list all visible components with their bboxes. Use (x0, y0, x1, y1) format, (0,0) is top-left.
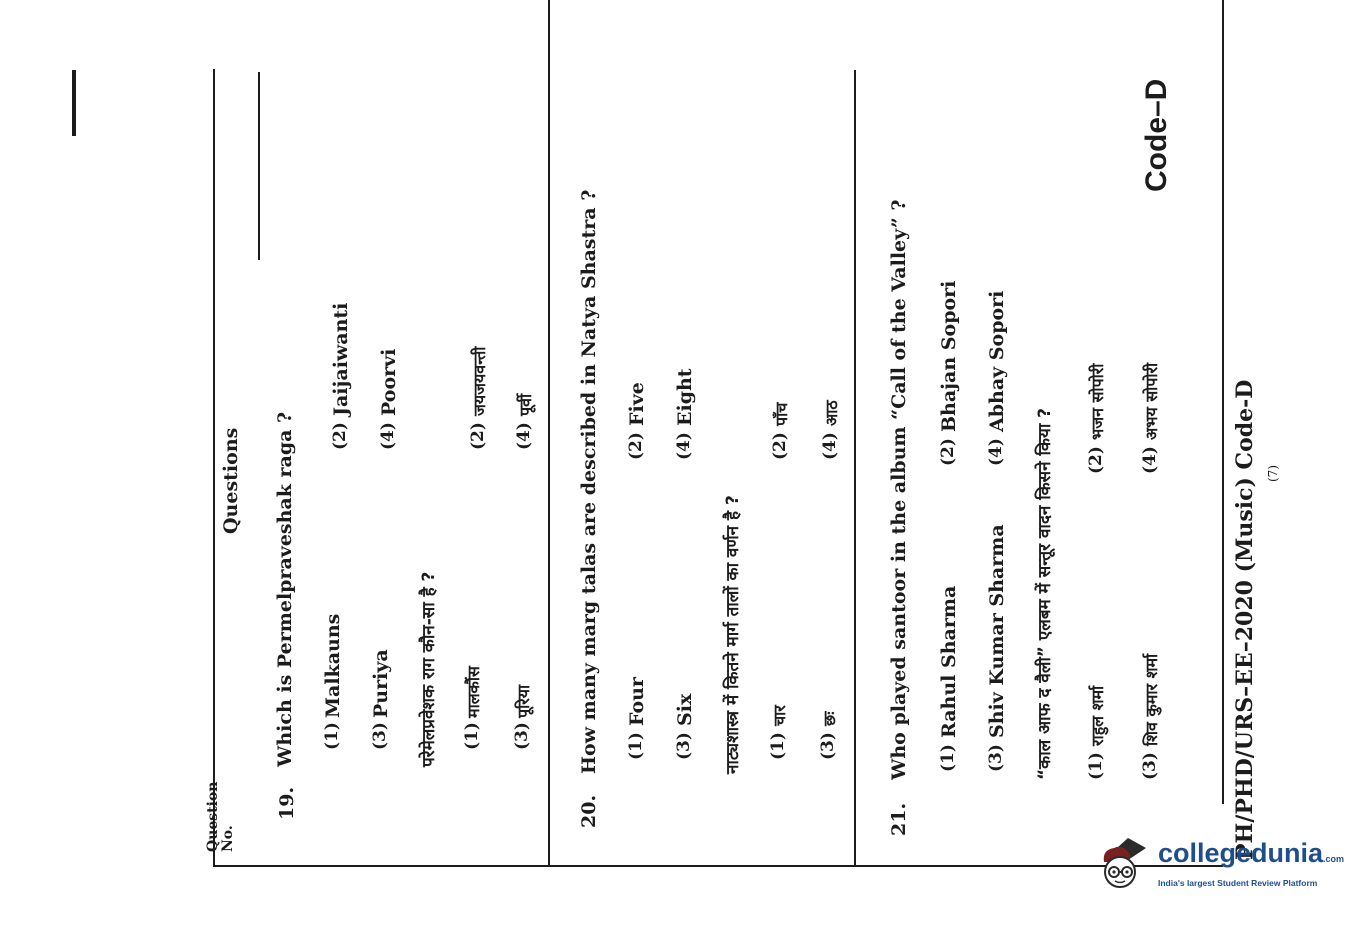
question-number-20: 20. (578, 794, 600, 828)
q19-hindi-opt1-text: मालकौंस (464, 666, 483, 718)
q19-hindi-opt3-text: पूरिया (514, 684, 533, 718)
q21-opt2-text: Bhajan Sopori (938, 280, 960, 432)
q21-hindi-opt4-text: अभय सोपोरी (1142, 362, 1161, 440)
row-divider-q20-q21 (854, 70, 856, 867)
question-20-english: How many marg talas are described in Natya Shastra ? (578, 189, 600, 774)
collegedunia-watermark (1098, 834, 1345, 898)
column-header-question-no: Question No. (205, 781, 236, 852)
q21-opt4-text: Abhay Sopori (986, 290, 1008, 432)
q21-hindi-opt1-text: राहुल शर्मा (1088, 685, 1107, 746)
q21-opt3-text: Shiv Kumar Sharma (986, 524, 1008, 738)
q21-opt2-num: (2) (938, 438, 958, 466)
q19-hindi-opt2-text: जयजयवन्ती (470, 346, 489, 416)
footer-page-number: (7) (1266, 465, 1280, 482)
q21-opt1-text: Rahul Sharma (938, 585, 960, 738)
q20-opt3-num: (3) (674, 732, 694, 760)
brand-text: collegedunia (1158, 838, 1324, 868)
q20-hindi-opt3-num: (3) (818, 732, 838, 760)
q21-hindi-opt2-text: भजन सोपोरी (1088, 363, 1107, 440)
q21-hindi-opt3-text: शिव कुमार शर्मा (1142, 653, 1161, 746)
q21-opt1-num: (1) (938, 744, 958, 772)
table-left-border (213, 69, 215, 867)
q21-opt4-num: (4) (986, 438, 1006, 466)
q20-opt2-num: (2) (626, 432, 646, 460)
q20-hindi-opt2-text: पाँच (772, 402, 791, 426)
q21-hindi-opt4-num: (4) (1140, 446, 1160, 474)
q19-opt1-num: (1) (322, 722, 342, 750)
q19-hindi-opt4-num: (4) (514, 422, 534, 450)
table-corner (213, 865, 260, 867)
question-20-hindi: नाट्यशास्त्र में कितने मार्ग तालों का वर्णन है ? (723, 495, 743, 774)
table-bottom-border (213, 865, 1223, 867)
column-header-questions: Questions (220, 427, 242, 534)
q20-opt4-text: Eight (674, 368, 696, 426)
q20-hindi-opt4-num: (4) (820, 432, 840, 460)
question-number-19: 19. (276, 786, 298, 820)
q20-hindi-opt3-text: छः (820, 711, 839, 726)
q19-hindi-opt1-num: (1) (462, 722, 482, 750)
q20-opt4-num: (4) (674, 432, 694, 460)
question-21-english: Who played santoor in the album “Call of the Valley” ? (888, 199, 910, 780)
question-number-21: 21. (888, 802, 910, 836)
q19-hindi-opt4-text: पूर्वी (516, 393, 535, 416)
code-label-top: Code–D (1140, 78, 1173, 192)
question-19-english: Which is Permelpraveshak raga ? (274, 411, 296, 767)
q19-hindi-opt3-num: (3) (512, 722, 532, 750)
footer-exam-code: PH/PHD/URS–EE–2020 (Music) Code-D (1232, 379, 1258, 860)
q19-opt4-text: Poorvi (378, 348, 400, 416)
q20-hindi-opt4-text: आठ (822, 400, 841, 426)
brand-tld: .com (1323, 854, 1345, 864)
q21-hindi-opt2-num: (2) (1086, 446, 1106, 474)
brand-name (1158, 838, 1344, 869)
margin-mark (72, 70, 76, 136)
question-21-hindi: “काल आफ द वैली” एलबम में सन्तूर वादन किसने किया ? (1035, 407, 1055, 780)
q19-opt2-text: Jaijaiwanti (330, 302, 352, 416)
q21-hindi-opt3-num: (3) (1140, 752, 1160, 780)
q21-hindi-opt1-num: (1) (1086, 752, 1106, 780)
q19-hindi-opt2-num: (2) (468, 422, 488, 450)
q20-opt3-text: Six (674, 693, 696, 726)
header-divider (258, 72, 260, 260)
q20-opt1-num: (1) (626, 732, 646, 760)
row-divider-q19-q20 (548, 0, 550, 867)
q19-opt2-num: (2) (330, 422, 350, 450)
q19-opt1-text: Malkauns (322, 613, 344, 718)
brand-tagline: India's largest Student Review Platform (1158, 878, 1318, 888)
q20-opt1-text: Four (626, 677, 648, 726)
graduate-mascot-icon (1098, 834, 1152, 892)
q19-opt4-num: (4) (378, 422, 398, 450)
question-19-hindi: परेमेलप्रवेशक राग कौन-सा है ? (419, 571, 439, 767)
q20-hindi-opt1-text: चार (770, 705, 789, 726)
q20-hindi-opt1-num: (1) (768, 732, 788, 760)
q20-hindi-opt2-num: (2) (770, 432, 790, 460)
q19-opt3-num: (3) (370, 722, 390, 750)
table-right-border (1222, 0, 1224, 804)
q21-opt3-num: (3) (986, 744, 1006, 772)
q20-opt2-text: Five (626, 382, 648, 426)
q19-opt3-text: Puriya (370, 649, 392, 718)
